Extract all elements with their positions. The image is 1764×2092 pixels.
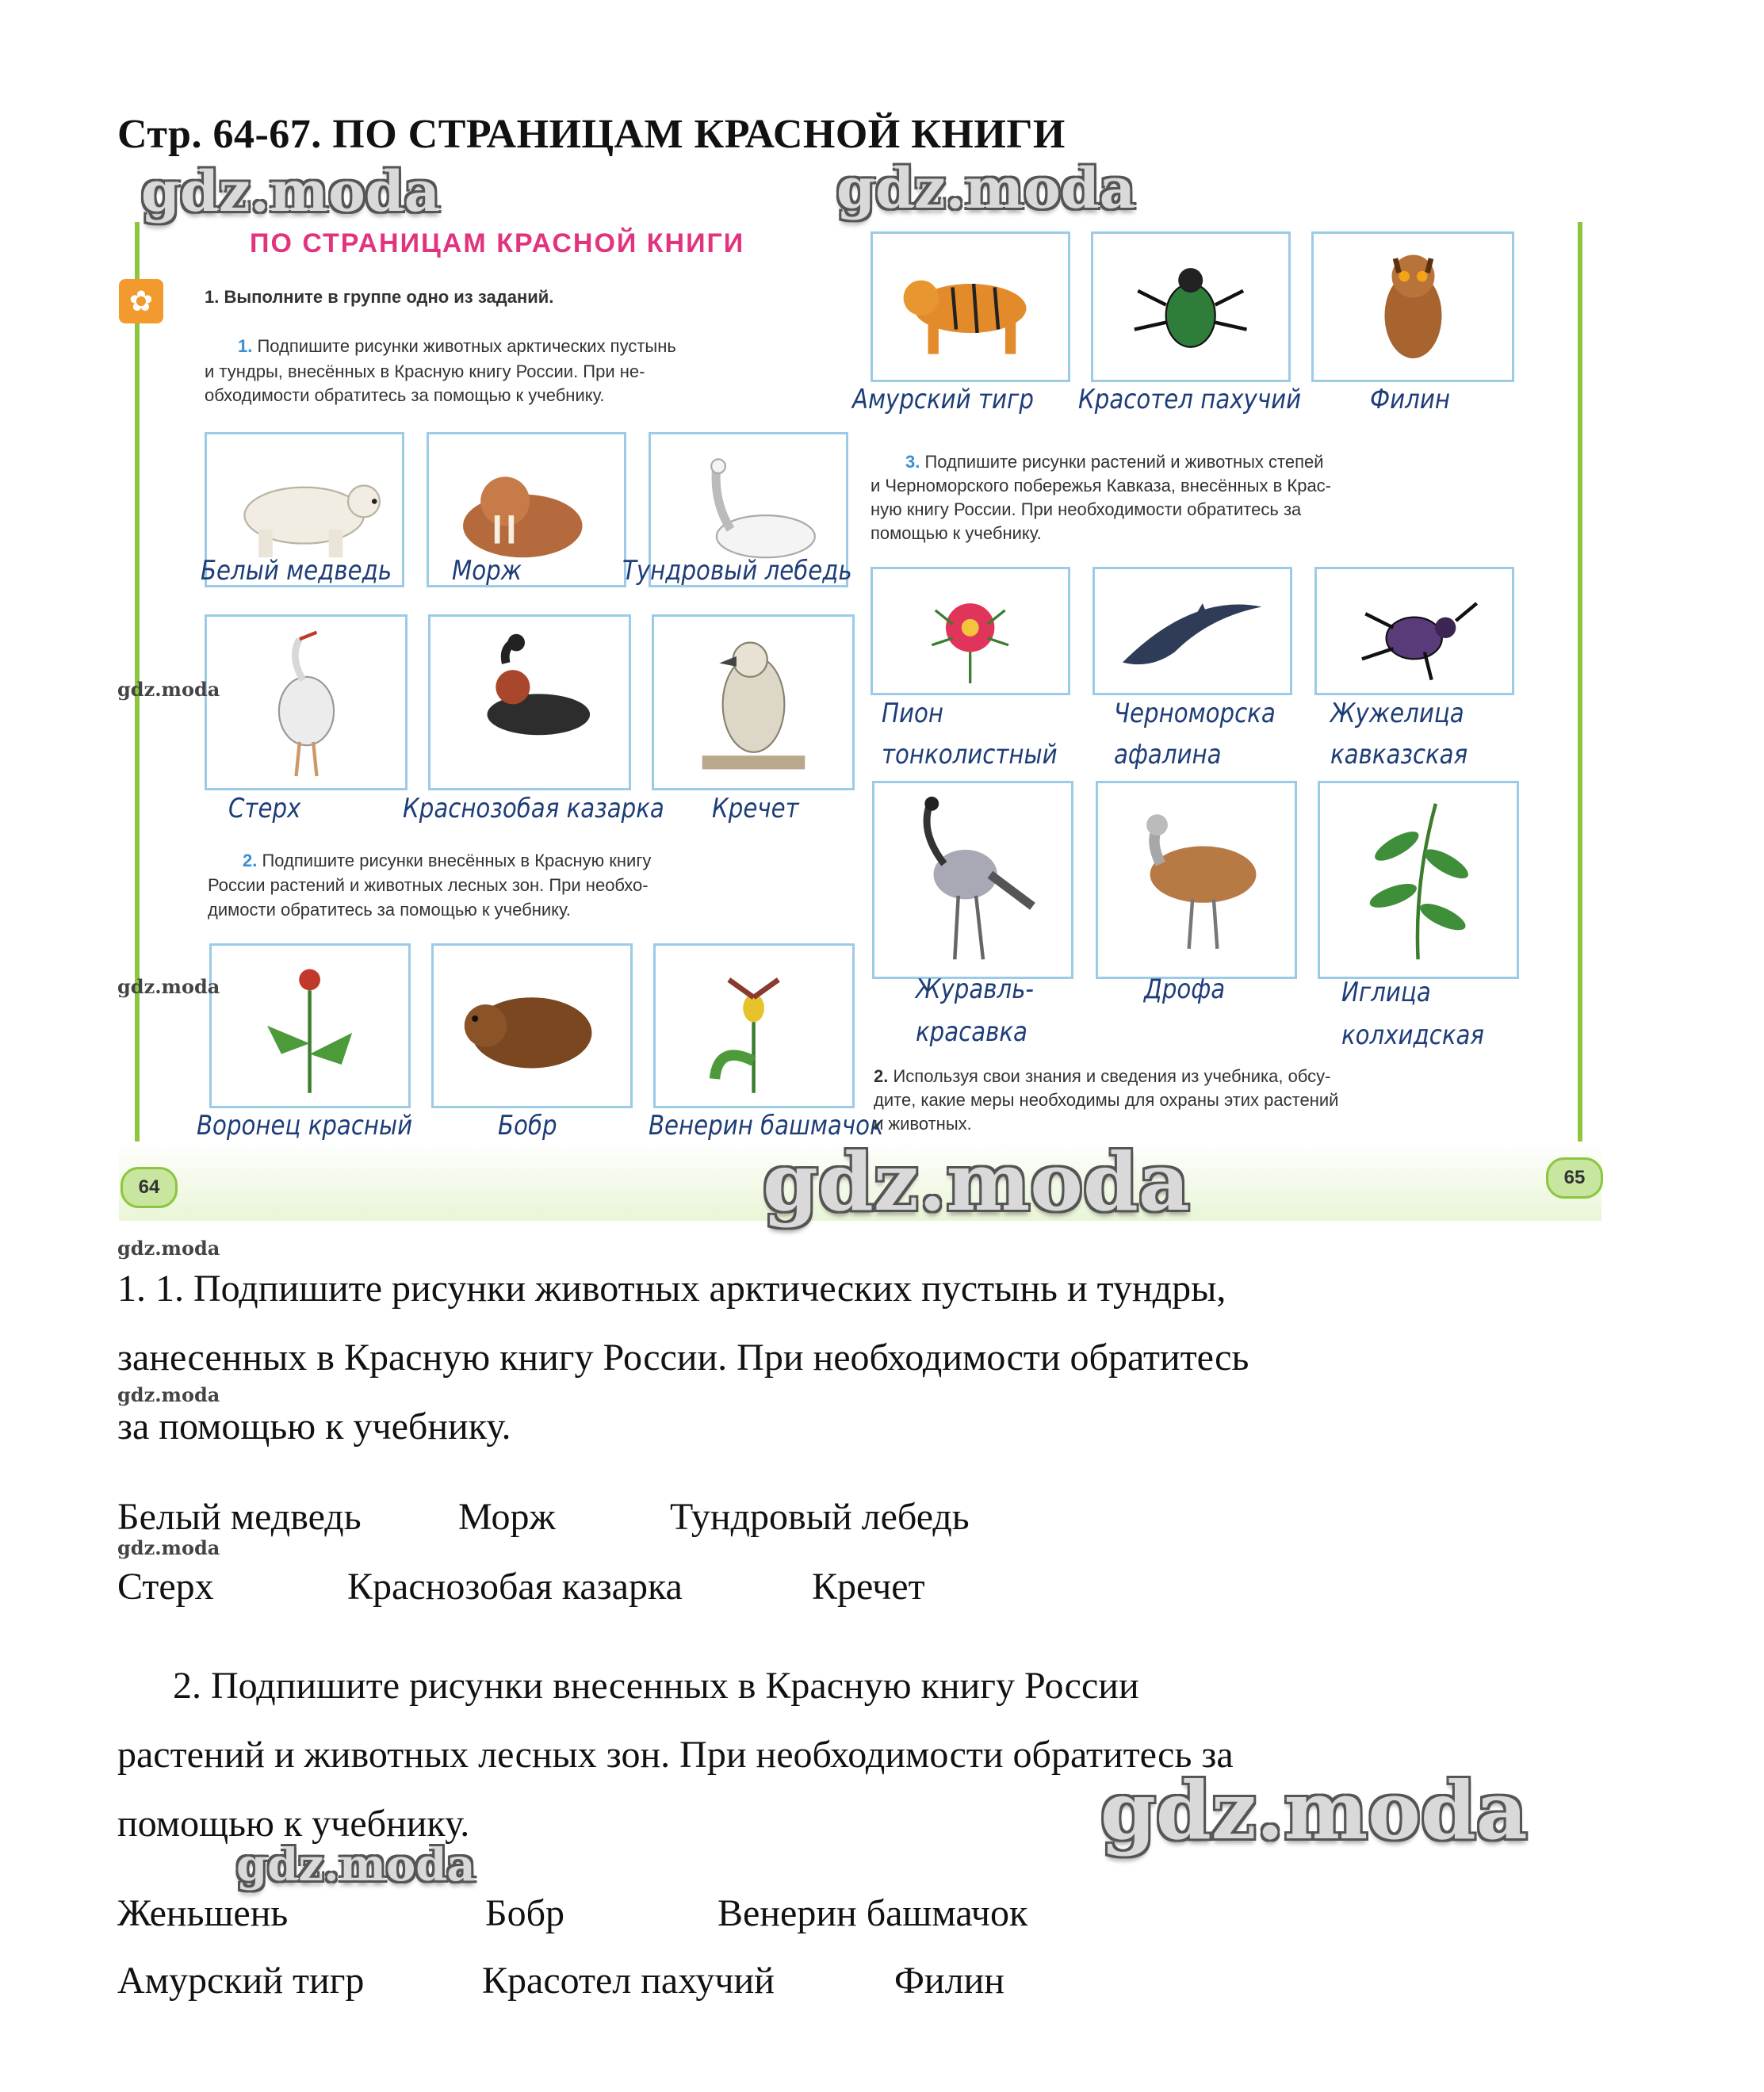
watermark-small-3: gdz.moda [117,1237,220,1260]
answer-row4-item1: Амурский тигр [117,1960,365,2002]
red-breasted-goose-picture [428,614,631,790]
caption-eagle-owl: Филин [1370,384,1450,415]
caption-polar-bear: Белый медведь [201,555,392,587]
caption-red-breasted-goose: Краснозобая казарка [403,793,664,824]
answer-row3-item1: Женьшень [117,1892,289,1934]
final-task-text1: Используя свои знания и сведения из учебника, обсу- [893,1066,1331,1086]
great-bustard-picture [1096,781,1297,979]
task1-number: 1. [238,336,253,356]
caterpillar-hunter-beetle-picture [1091,231,1291,382]
answer-task2-line1: 2. Подпишите рисунки внесенных в Красную книгу России [173,1665,1139,1707]
watermark-center: gdz.moda [763,1135,1190,1229]
answer-row4-item2: Красотел пахучий [482,1960,775,2002]
watermark-top-left: gdz.moda [141,159,441,224]
final-task-number: 2. [874,1066,889,1086]
task1-text1: Подпишите рисунки животных арктических пустынь [257,336,676,356]
task3-line2: и Черноморского побережья Кавказа, внесённых в Крас- [871,476,1332,495]
answer-row1-item3: Тундровый лебедь [670,1496,970,1538]
task3-text1: Подпишите рисунки растений и животных степей [924,452,1324,472]
answer-task2-line2: растений и животных лесных зон. При необходимости обратитесь за [117,1734,1234,1776]
task2-text1: Подпишите рисунки внесённых в Красную книгу [262,851,652,870]
caption-demoiselle-line1: Журавль- [916,973,1034,1005]
page-number-right: 65 [1546,1157,1603,1199]
siberian-crane-picture [205,614,408,790]
caption-beaver: Бобр [498,1110,557,1142]
task3-line3: ную книгу России. При необходимости обратитесь за [871,499,1302,519]
task3-line4: помощью к учебнику. [871,523,1042,543]
watermark-bottom-left: gdz.moda [236,1839,476,1891]
watermark-small-5: gdz.moda [117,1536,220,1559]
task3-number: 3. [905,452,920,472]
caption-ground-beetle-line1: Жужелица [1330,698,1464,729]
caucasian-ground-beetle-picture [1314,567,1514,695]
red-baneberry-picture [209,943,411,1108]
gyrfalcon-picture [652,614,855,790]
answer-task2-line3: помощью к учебнику. [117,1803,470,1845]
answer-row4-item3: Филин [894,1960,1004,2002]
caption-peony-line1: Пион [882,698,944,729]
page-heading: Стр. 64-67. ПО СТРАНИЦАМ КРАСНОЙ КНИГИ [117,112,1066,157]
caption-ground-beetle-line2: кавказская [1330,739,1468,771]
caption-butchers-broom-line1: Иглица [1341,977,1431,1008]
answer-row1-item2: Морж [458,1496,556,1538]
watermark-small-2: gdz.moda [117,975,220,998]
answer-row2-item3: Кречет [812,1566,925,1608]
task1-line3: обходимости обратитесь за помощью к учебнику. [205,385,605,405]
task1-line1 [238,336,676,357]
caption-siberian-crane: Стерх [228,793,301,824]
group-work-icon: ✿ [119,279,163,323]
fine-leaf-peony-picture [871,567,1070,695]
watermark-top-right: gdz.moda [836,155,1136,221]
final-task-line3: и животных. [874,1114,972,1134]
answer-row1-item1: Белый медведь [117,1496,362,1538]
caption-ladys-slipper: Венерин башмачок [649,1110,884,1142]
final-task-line2: дите, какие меры необходимы для охраны этих растений [874,1090,1339,1110]
answer-row2-item1: Стерх [117,1566,214,1608]
task2-line2: России растений и животных лесных зон. При необхо- [208,875,649,895]
caption-great-bustard: Дрофа [1144,973,1226,1005]
caption-red-baneberry: Воронец красный [197,1110,413,1142]
task3-line1 [905,452,1324,472]
caption-caterpillar-hunter: Красотел пахучий [1078,384,1302,415]
task2-line1 [243,851,651,871]
caption-gyrfalcon: Кречет [712,793,799,824]
answer-row2-item2: Краснозобая казарка [347,1566,683,1608]
task2-number: 2. [243,851,258,870]
eagle-owl-picture [1311,231,1514,382]
answer-task1-line3: за помощью к учебнику. [117,1406,511,1448]
colchian-butchers-broom-picture [1318,781,1519,979]
final-task-line1 [874,1066,1330,1087]
watermark-small-4: gdz.moda [117,1383,220,1406]
demoiselle-crane-picture [872,781,1073,979]
answer-row3-item2: Бобр [485,1892,564,1934]
answer-task1-line1: 1. 1. Подпишите рисунки животных арктических пустынь и тундры, [117,1268,1226,1310]
right-page-border [1578,222,1582,1157]
caption-amur-tiger: Амурский тигр [852,384,1034,415]
beaver-picture [431,943,633,1108]
caption-dolphin-line2: афалина [1114,739,1222,771]
task1-line2: и тундры, внесённых в Красную книгу России. При не- [205,361,645,381]
task-intro: 1. Выполните в группе одно из заданий. [205,287,554,307]
caption-walrus: Морж [452,555,522,587]
caption-dolphin-line1: Черноморска [1114,698,1276,729]
book-title: ПО СТРАНИЦАМ КРАСНОЙ КНИГИ [250,228,745,258]
watermark-bottom-right: gdz.moda [1100,1764,1528,1857]
page-number-left: 64 [121,1167,178,1208]
caption-tundra-swan: Тундровый лебедь [622,555,852,587]
caption-peony-line2: тонколистный [882,739,1058,771]
answer-row3-item3: Венерин башмачок [717,1892,1028,1934]
black-sea-dolphin-picture [1092,567,1292,695]
ladys-slipper-picture [653,943,855,1108]
caption-butchers-broom-line2: колхидская [1341,1019,1485,1051]
amur-tiger-picture [871,231,1070,382]
task2-line3: димости обратитесь за помощью к учебнику. [208,900,571,920]
watermark-small-1: gdz.moda [117,678,220,701]
answer-task1-line2: занесенных в Красную книгу России. При необходимости обратитесь [117,1337,1249,1379]
caption-demoiselle-line2: красавка [916,1016,1027,1048]
